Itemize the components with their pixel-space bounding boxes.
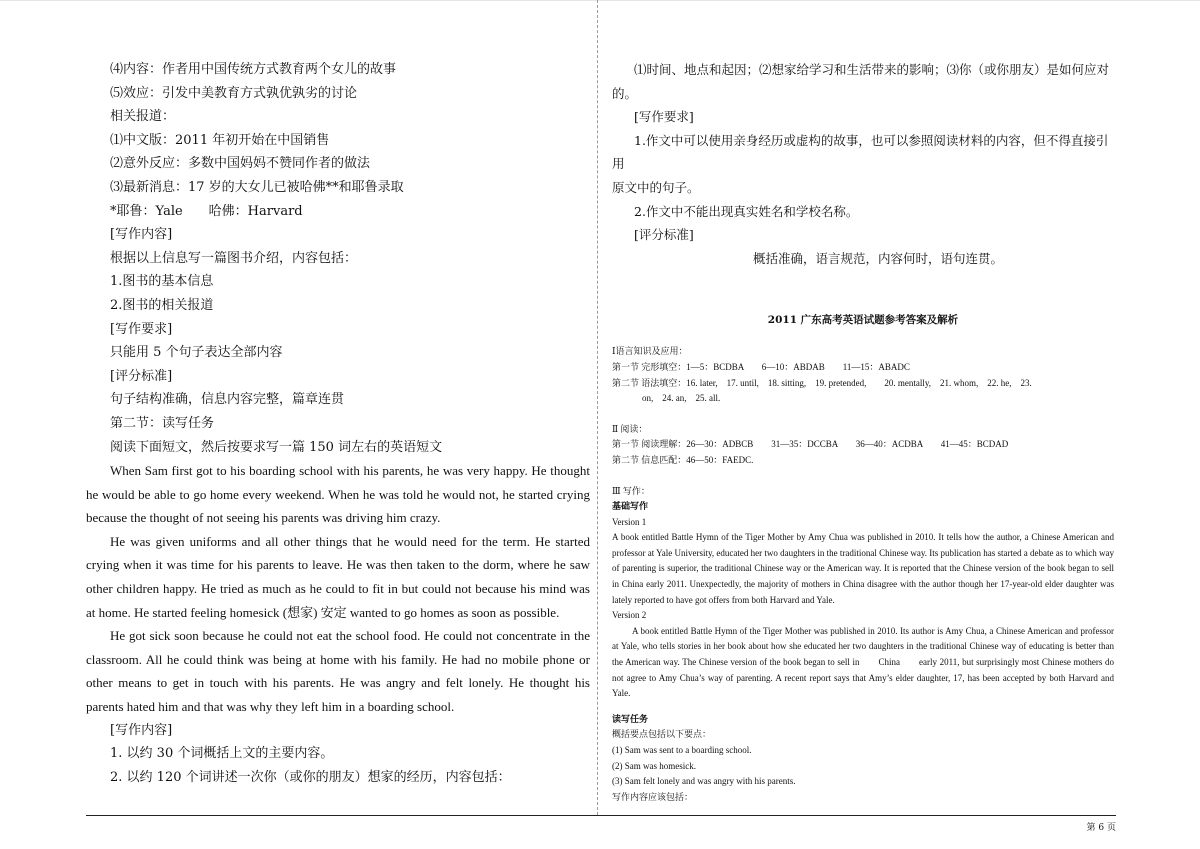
footnote-yale-harvard: *耶鲁：Yale 哈佛：Harvard <box>110 203 303 219</box>
grammar-fill-answers-cont: on, 24. an, 25. all. <box>642 393 721 404</box>
summary-points-heading: 概括要点包括以下要点： <box>612 729 712 740</box>
cloze-answers: 第一节 完形填空：1—5：BCDBA 6—10：ABDAB 11—15：ABADC <box>612 361 910 372</box>
top-edge-line <box>0 0 1200 1</box>
version-2-label: Version 2 <box>612 610 647 621</box>
writing-requirement-heading: [写作要求] <box>110 321 173 337</box>
requirement-1: 1.作文中可以使用亲身经历或虚构的故事，也可以参照阅读材料的内容，但不得直接引用 <box>612 132 1109 172</box>
version-1-label: Version 1 <box>612 516 647 527</box>
section-3-writing-heading: Ⅲ 写作： <box>612 485 650 496</box>
passage-paragraph: He got sick soon because he could not eat the school food. He could not concentrate in the classroom. All he could think was being at home with his family. He had no mobile phone or other means to get in touch with his parents. He was angry and felt lonely. He thought his parents hated him and that was why they left him in a boarding school. <box>86 628 590 715</box>
report-chinese-version: ⑴中文版：2011 年初开始在中国销售 <box>110 132 330 148</box>
writing-point-2: 2.图书的相关报道 <box>110 297 214 313</box>
info-matching-answers: 第二节 信息匹配：46—50：FAEDC. <box>612 454 754 465</box>
grading-heading-2: [评分标准] <box>634 227 694 243</box>
spacer <box>612 469 1114 484</box>
section-2-reading-heading: Ⅱ 阅读： <box>612 423 648 434</box>
writing-requirement-heading-2: [写作要求] <box>634 109 694 125</box>
footer-rule <box>86 815 1116 816</box>
writing-task-1: 1. 以约 30 个词概括上文的主要内容。 <box>110 746 334 762</box>
page-number: 第 6 页 <box>1086 823 1116 833</box>
passage-paragraph: He was given uniforms and all other things that he would need for the term. He started crying when it was time for his parents to leave. He was then taken to the dorm, where he saw other children happy. He tried as much as he could to fit in but could not because his mind was at home. He started feeling homesick (想家) 安定 wanted to go homes as soon as possible. <box>86 533 590 620</box>
writing-point-1: 1.图书的基本信息 <box>110 274 214 290</box>
section-2-heading: 第二节：读写任务 <box>110 415 215 431</box>
passage-paragraph: When Sam first got to his boarding school with his parents, he was very happy. He thought he would be able to go home every weekend. When he was told he would not, he started crying because the thought of not seeing his parents was driving him crazy. <box>86 463 590 526</box>
writing-content-heading: [写作内容] <box>110 227 173 243</box>
reading-comprehension-answers: 第一节 阅读理解：26—30：ADBCB 31—35：DCCBA 36—40：ACDBA 41—45：BCDAD <box>612 439 1009 450</box>
spacer <box>612 407 1114 422</box>
book-content-line: ⑷内容：作者用中国传统方式教育两个女儿的故事 <box>110 62 397 77</box>
related-reports-heading: 相关报道： <box>110 109 176 125</box>
grading-criteria: 句子结构准确，信息内容完整，篇章连贯 <box>110 392 345 408</box>
task-points-line: ⑴时间、地点和起因；⑵想家给学习和生活带来的影响；⑶你（或你朋友）是如何应对 <box>634 62 1110 77</box>
writing-content-heading-2: [写作内容] <box>110 722 173 738</box>
writing-task-2: 2. 以约 120 个词讲述一次你（或你的朋友）想家的经历，内容包括： <box>110 769 511 785</box>
writing-requirement: 只能用 5 个句子表达全部内容 <box>110 345 283 361</box>
task-points-line-end: 的。 <box>612 85 638 101</box>
report-reaction: ⑵意外反应：多数中国妈妈不赞同作者的做法 <box>110 156 371 172</box>
requirement-1-end: 原文中的句子。 <box>612 179 700 195</box>
version-1-text: A book entitled Battle Hymn of the Tiger Mother by Amy Chua was published in 2010. It tells how the author, a Chinese American and professor at Yale University, educated her two daughters in the traditional Chinese way. Its publication has started a debate as to which way of parenting is superior, the traditional Chinese way or the American way. It is reported that the Chinese version of the book began to sell in China early 2011. Unexpectedly, the majority of mothers in China disagree with the author though her 17-year-old elder daughter was lately reported to have got offers from both Harvard and Yale. <box>612 532 1114 605</box>
summary-point: (1) Sam was sent to a boarding school. <box>612 745 752 755</box>
column-divider <box>597 0 598 815</box>
reading-instruction: 阅读下面短文，然后按要求写一篇 150 词左右的英语短文 <box>110 439 443 455</box>
grading-criteria-2: 概括准确，语言规范，内容何时，语句连贯。 <box>752 250 1003 266</box>
book-effect-line: ⑸效应：引发中美教育方式孰优孰劣的讨论 <box>110 85 358 101</box>
spacer <box>612 702 1114 712</box>
version-2-text: A book entitled Battle Hymn of the Tiger Mother was published in 2010. Its author is Amy Chua, a Chinese American and professor at Yale, who tells stories in her book about how she educated her two daughters in the traditional Chinese way of educating is better than the American way. The Chinese version of the book began to sell in China early 2011, but surprisingly most Chinese mothers do not agree to Amy Chua’s way of parenting. A recent report says that Amy’s elder daughter, 17, has been accepted by both Harvard and Yale. <box>612 625 1114 699</box>
grading-heading: [评分标准] <box>110 368 173 384</box>
reading-writing-task-title: 读写任务 <box>612 713 649 724</box>
report-latest-news: ⑶最新消息：17 岁的大女儿已被哈佛**和耶鲁录取 <box>110 179 404 195</box>
grammar-fill-answers: 第二节 语法填空：16. later, 17. until, 18. sitting, 19. pretended, 20. mentally, 21. whom, 22. he, 23. <box>612 377 1032 388</box>
summary-point: (2) Sam was homesick. <box>612 760 696 771</box>
writing-instruction: 根据以上信息写一篇图书介绍，内容包括： <box>110 250 358 266</box>
content-should-include-heading: 写作内容应该包括： <box>612 791 694 802</box>
summary-point: (3) Sam felt lonely and was angry with his parents. <box>612 776 796 787</box>
answer-key-title: 2011 广东高考英语试题参考答案及解析 <box>767 314 959 327</box>
requirement-2: 2.作文中不能出现真实姓名和学校名称。 <box>634 203 859 219</box>
right-column <box>612 58 1114 805</box>
basic-writing-title: 基础写作 <box>612 501 649 512</box>
section-1-heading: Ⅰ语言知识及应用： <box>612 346 688 357</box>
left-column <box>86 58 590 789</box>
